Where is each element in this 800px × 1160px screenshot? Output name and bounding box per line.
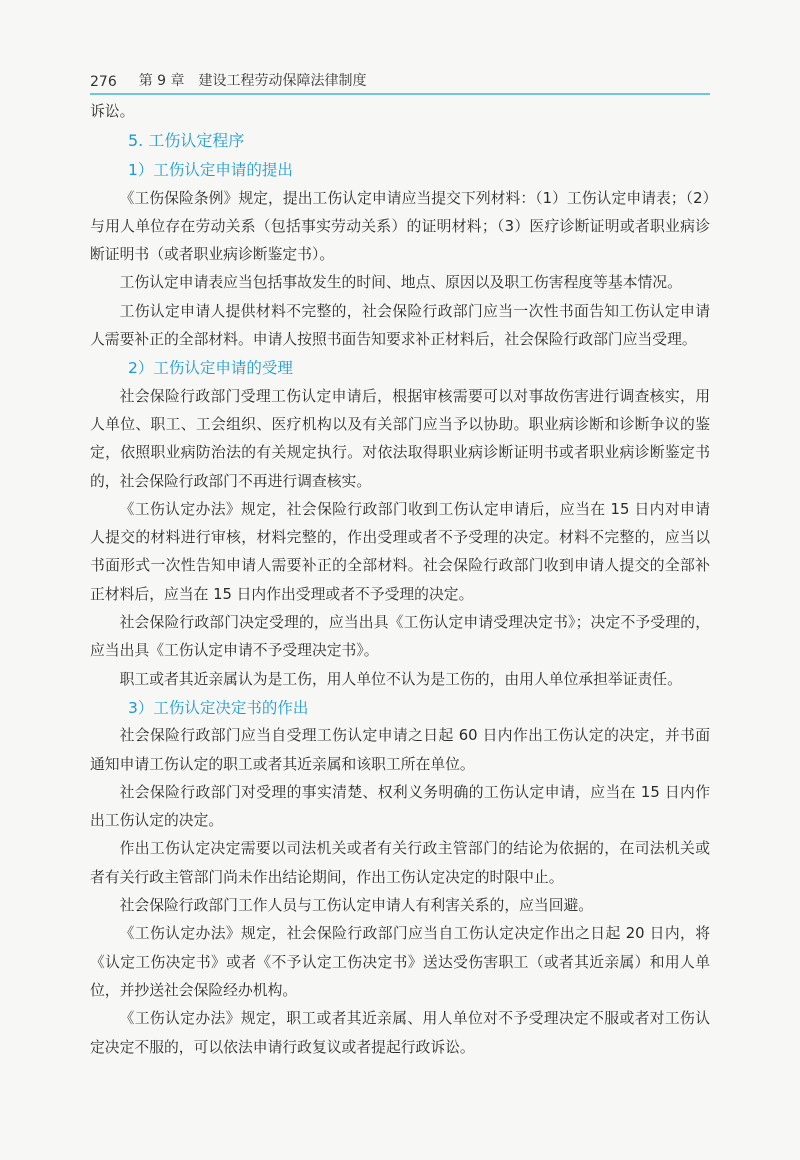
paragraph: 职工或者其近亲属认为是工伤，用人单位不认为是工伤的，由用人单位承担举证责任。 xyxy=(119,670,682,688)
paragraph: 社会保险行政部门受理工伤认定申请后，根据审核需要可以对事故伤害进行调查核实，用人单位、职工、工会组织、医疗机构以及有关部门应当予以协助。职业病诊断和诊断争议的鉴定，依照职业病防治法的有关规定执行。对依法取得职业病诊断证明书或者职业病诊断鉴定书的，社会保险行政部门不再进行调查核实。 xyxy=(90,387,710,490)
paragraph-continuation: 诉讼。 xyxy=(90,103,135,120)
section-heading: 5. 工伤认定程序 xyxy=(128,131,245,151)
paragraph: 社会保险行政部门决定受理的，应当出具《工伤认定申请受理决定书》；决定不予受理的，应当出具《工伤认定申请不予受理决定书》。 xyxy=(90,614,710,660)
running-header xyxy=(90,64,710,90)
chapter-label: 第 9 章 xyxy=(138,73,185,89)
paragraph: 工伤认定申请人提供材料不完整的，社会保险行政部门应当一次性书面告知工伤认定申请人需要补正的全部材料。申请人按照书面告知要求补正材料后，社会保险行政部门应当受理。 xyxy=(90,302,710,349)
paragraph: 工伤认定申请表应当包括事故发生的时间、地点、原因以及职工伤害程度等基本情况。 xyxy=(119,274,682,292)
paragraph: 《工伤认定办法》规定，社会保险行政部门应当自工伤认定决定作出之日起 20 日内，将《认定工伤决定书》或者《不予认定工伤决定书》送达受伤害职工（或者其近亲属）和用人单位，并抄送社会保险经办机构。 xyxy=(90,925,710,999)
subsection-heading-3: 3）工伤认定决定书的作出 xyxy=(128,698,309,717)
subsection-heading-1: 1）工伤认定申请的提出 xyxy=(128,161,293,180)
body-text xyxy=(90,98,710,1062)
paragraph: 《工伤认定办法》规定，社会保险行政部门收到工伤认定申请后，应当在 15 日内对申请人提交的材料进行审核，材料完整的，作出受理或者不予受理的决定。材料不完整的，应当以书面形式一次性告知申请人需要补正的全部材料。社会保险行政部门收到申请人提交的全部补正材料后，应当在 15 日内作出受理或者不予受理的决定。 xyxy=(90,500,710,603)
paragraph: 《工伤保险条例》规定，提出工伤认定申请应当提交下列材料：（1）工伤认定申请表；（2）与用人单位存在劳动关系（包括事实劳动关系）的证明材料；（3）医疗诊断证明或者职业病诊断证明书（或者职业病诊断鉴定书）。 xyxy=(90,189,710,264)
paragraph: 社会保险行政部门对受理的事实清楚、权利义务明确的工伤认定申请，应当在 15 日内作出工伤认定的决定。 xyxy=(90,783,710,830)
chapter-title: 建设工程劳动保障法律制度 xyxy=(198,73,367,89)
subsection-heading-2: 2）工伤认定申请的受理 xyxy=(128,359,293,378)
header-rule xyxy=(90,93,710,95)
paragraph: 社会保险行政部门应当自受理工伤认定申请之日起 60 日内作出工伤认定的决定，并书面通知申请工伤认定的职工或者其近亲属和该职工所在单位。 xyxy=(90,727,710,773)
paragraph: 作出工伤认定决定需要以司法机关或者有关行政主管部门的结论为依据的，在司法机关或者有关行政主管部门尚未作出结论期间，作出工伤认定决定的时限中止。 xyxy=(90,840,710,886)
paragraph: 《工伤认定办法》规定，职工或者其近亲属、用人单位对不予受理决定不服或者对工伤认定决定不服的，可以依法申请行政复议或者提起行政诉讼。 xyxy=(90,1010,710,1056)
page-number: 276 xyxy=(90,74,117,90)
paragraph: 社会保险行政部门工作人员与工伤认定申请人有利害关系的，应当回避。 xyxy=(119,897,594,915)
